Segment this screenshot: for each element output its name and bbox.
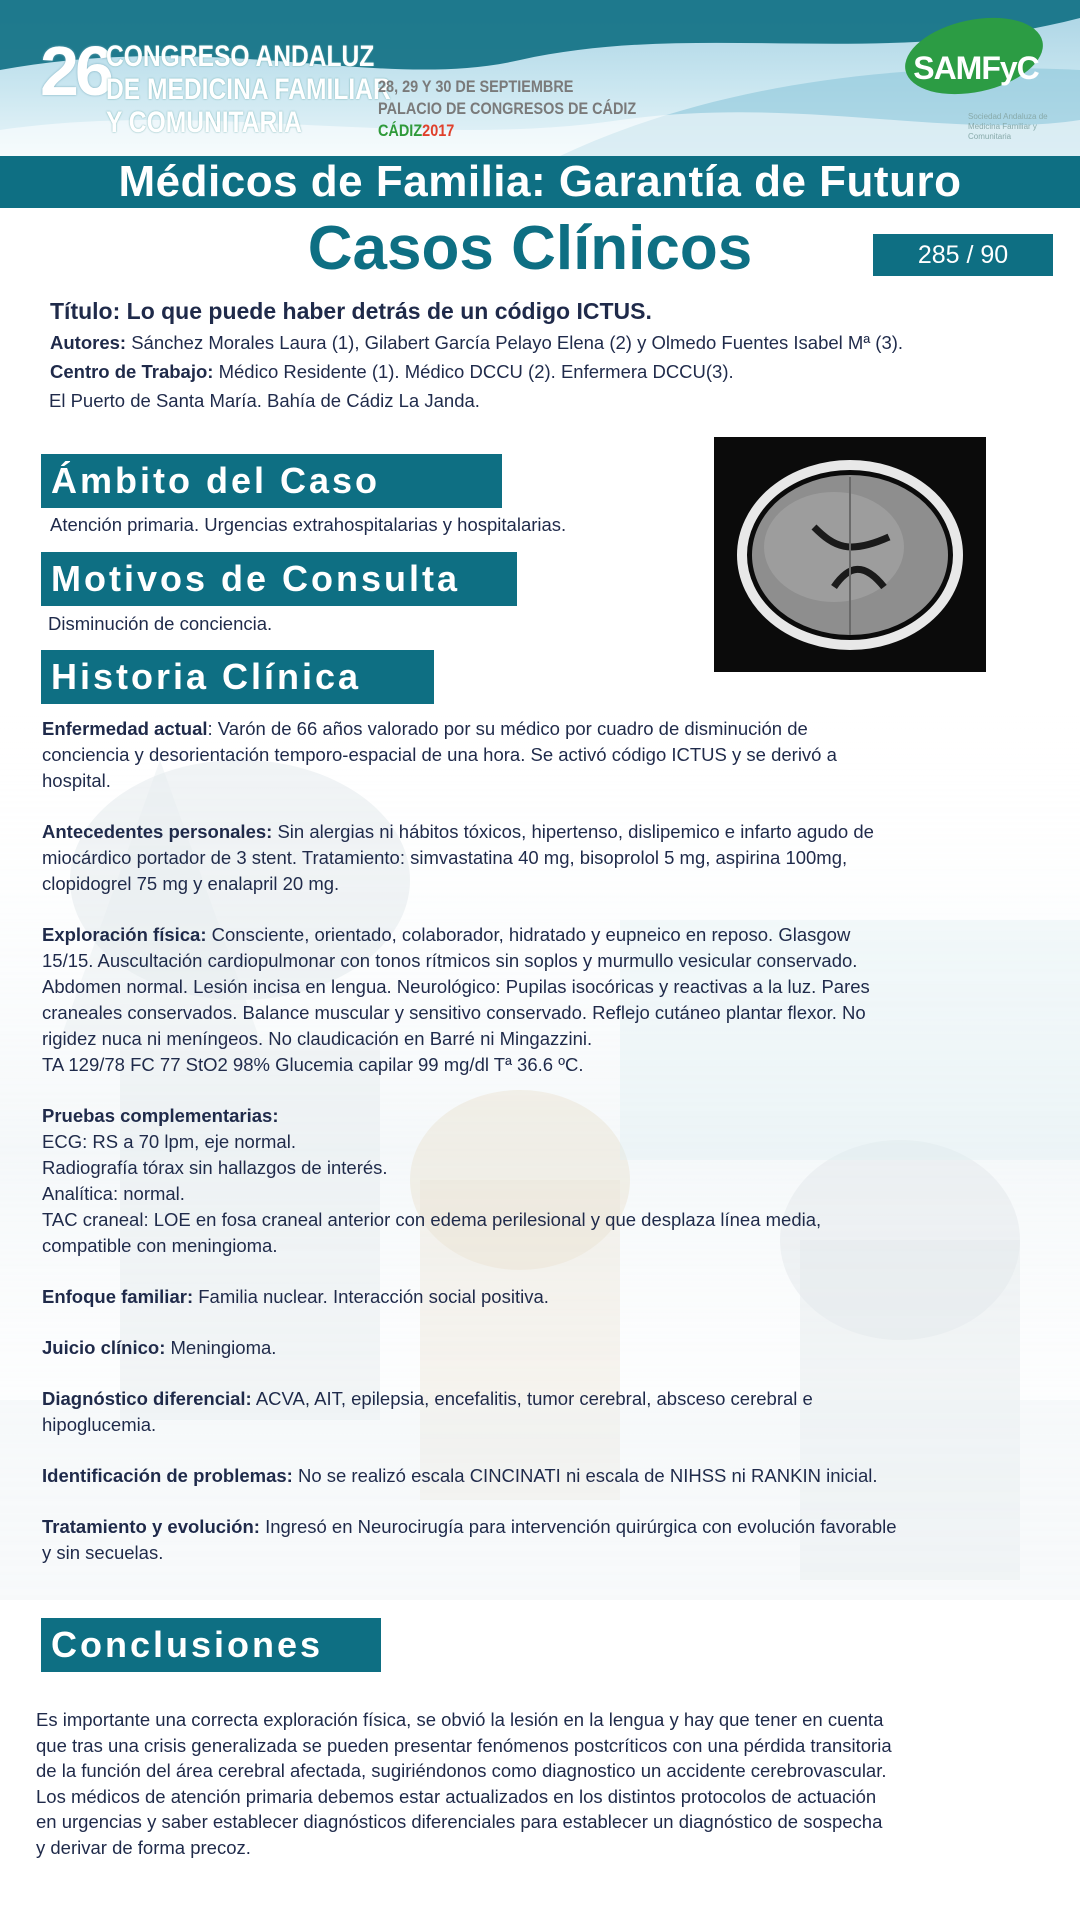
workplace-value: Médico Residente (1). Médico DCCU (2). Enfermera DCCU(3). [213, 361, 734, 382]
exploracion-label: Exploración física: [42, 924, 207, 945]
city-label: CÁDIZ [378, 121, 423, 140]
clinical-history [42, 716, 1042, 1591]
congress-line: DE MEDICINA FAMILIAR [106, 73, 391, 106]
diagnostico-label: Diagnóstico diferencial: [42, 1388, 252, 1409]
section-historia-header: Historia Clínica [41, 650, 434, 704]
conclusion-line: de la función del área cerebral afectada, sugiriéndonos como diagnostico un accidente cerebrovascular. [36, 1760, 887, 1781]
history-juicio [42, 1335, 1042, 1361]
vitals-line: TA 129/78 FC 77 StO2 98% Glucemia capilar 99 mg/dl Tª 36.6 ºC. [42, 1054, 584, 1075]
antecedentes-label: Antecedentes personales: [42, 821, 273, 842]
section-conclusiones-header: Conclusiones [41, 1618, 381, 1672]
header-banner [0, 0, 1080, 156]
history-line: compatible con meningioma. [42, 1235, 278, 1256]
congress-line: CONGRESO ANDALUZ [106, 40, 375, 73]
slogan-bar: Médicos de Familia: Garantía de Futuro [0, 156, 1080, 208]
history-tratamiento [42, 1514, 1042, 1566]
conclusion-line: en urgencias y saber establecer diagnósticos diferenciales para establecer un diagnóstico de sospecha [36, 1811, 883, 1832]
history-line: conciencia y desorientación temporo-espacial de una hora. Se activó código ICTUS y se derivó a [42, 744, 837, 765]
history-enfermedad [42, 716, 1042, 794]
tratamiento-label: Tratamiento y evolución: [42, 1516, 260, 1537]
conclusion-text [36, 1707, 1046, 1860]
history-line [42, 1284, 1042, 1310]
history-exploracion [42, 922, 1042, 1078]
congress-dates [378, 76, 636, 142]
history-line [42, 1463, 1042, 1489]
identificacion-text: No se realizó escala CINCINATI ni escala de NIHSS ni RANKIN inicial. [292, 1465, 878, 1486]
section-ambito-header: Ámbito del Caso [41, 454, 502, 508]
juicio-text: Meningioma. [165, 1337, 277, 1358]
history-line [42, 922, 1042, 948]
history-line [42, 819, 1042, 845]
history-line: y sin secuelas. [42, 1542, 164, 1563]
diagnostico-text: ACVA, AIT, epilepsia, encefalitis, tumor cerebral, absceso cerebral e [251, 1388, 813, 1409]
enfoque-label: Enfoque familiar: [42, 1286, 194, 1307]
pruebas-label: Pruebas complementarias: [42, 1105, 279, 1126]
authors-value: Sánchez Morales Laura (1), Gilabert García Pelayo Elena (2) y Olmedo Fuentes Isabel Mª (3). [126, 332, 904, 353]
workplace [50, 357, 1060, 386]
congress-name [106, 40, 391, 139]
ct-brain-scan-image [714, 437, 986, 672]
ambito-text: Atención primaria. Urgencias extrahospitalarias y hospitalarias. [50, 514, 567, 535]
enfoque-text: Familia nuclear. Interacción social positiva. [193, 1286, 549, 1307]
motivos-text: Disminución de conciencia. [48, 613, 273, 634]
history-line: craneales conservados. Balance muscular y sensitivo conservado. Reflejo cutáneo plantar flexor. No [42, 1002, 866, 1023]
history-line: TAC craneal: LOE en fosa craneal anterior con edema perilesional y que desplaza línea media, [42, 1209, 822, 1230]
case-counter-badge: 285 / 90 [873, 234, 1053, 276]
edition-number: 26 [40, 32, 110, 110]
history-pruebas [42, 1103, 1042, 1259]
section-motivos-header: Motivos de Consulta [41, 552, 517, 606]
history-identificacion [42, 1463, 1042, 1489]
identificacion-label: Identificación de problemas: [42, 1465, 293, 1486]
dates-line: 28, 29 Y 30 DE SEPTIEMBRE [378, 77, 574, 96]
history-line [42, 1103, 1042, 1129]
history-diagnostico [42, 1386, 1042, 1438]
title-value: : Lo que puede haber detrás de un código ICTUS. [112, 298, 652, 324]
enfermedad-text: : Varón de 66 años valorado por su médico por cuadro de disminución de [207, 718, 808, 739]
history-line [42, 1335, 1042, 1361]
case-meta [50, 294, 1060, 415]
history-line: miocárdico portador de 3 stent. Tratamiento: simvastatina 40 mg, bisoprolol 5 mg, aspirina 100mg, [42, 847, 848, 868]
history-line: Abdomen normal. Lesión incisa en lengua. Neurológico: Pupilas isocóricas y reactivas a la luz. Pares [42, 976, 870, 997]
history-line: 15/15. Auscultación cardiopulmonar con tonos rítmicos sin soplos y murmullo vesicular conservado. [42, 950, 858, 971]
authors [50, 328, 1060, 357]
antecedentes-text: Sin alergias ni hábitos tóxicos, hipertenso, dislipemico e infarto agudo de [272, 821, 874, 842]
history-line: hipoglucemia. [42, 1414, 157, 1435]
history-line [42, 716, 1042, 742]
history-line [42, 1514, 1042, 1540]
history-line: ECG: RS a 70 lpm, eje normal. [42, 1131, 296, 1152]
enfermedad-label: Enfermedad actual [42, 718, 208, 739]
city-year-line [378, 120, 636, 142]
history-antecedentes [42, 819, 1042, 897]
page-title: Casos Clínicos [307, 214, 753, 283]
venue-line: PALACIO DE CONGRESOS DE CÁDIZ [378, 99, 637, 118]
year-label: 2017 [422, 121, 455, 140]
title-label: Título [50, 298, 113, 324]
history-line [42, 1386, 1042, 1412]
conclusion-line: y derivar de forma precoz. [36, 1836, 251, 1858]
conclusion-line: que tras una crisis generalizada se pueden presentar fenómenos postcríticos con una pérdida transitoria [36, 1734, 892, 1756]
history-line: rigidez nuca ni meníngeos. No claudicación en Barré ni Mingazzini. [42, 1028, 593, 1049]
congress-line: Y COMUNITARIA [106, 106, 302, 139]
juicio-label: Juicio clínico: [42, 1337, 166, 1358]
history-line: hospital. [42, 770, 111, 791]
exploracion-text: Consciente, orientado, colaborador, hidratado y eupneico en reposo. Glasgow [206, 924, 851, 945]
history-line: clopidogrel 75 mg y enalapril 20 mg. [42, 873, 340, 894]
workplace-label: Centro de Trabajo: [50, 361, 214, 382]
tratamiento-text: Ingresó en Neurocirugía para intervención quirúrgica con evolución favorable [259, 1516, 897, 1537]
samfyc-logo-subtitle: Sociedad Andaluza de Medicina Familiar y Comunitaria [968, 112, 1048, 141]
history-line: Analítica: normal. [42, 1183, 185, 1204]
ct-brain-scan-icon [714, 437, 986, 672]
samfyc-logo: SAMFyC [913, 50, 1039, 86]
conclusion-line: Es importante una correcta exploración física, se obvió la lesión en la lengua y hay que tener en cuenta [36, 1709, 884, 1730]
authors-label: Autores: [50, 332, 127, 353]
history-line: Radiografía tórax sin hallazgos de interés. [42, 1157, 388, 1178]
workplace-location: El Puerto de Santa María. Bahía de Cádiz La Janda. [49, 390, 480, 411]
conclusion-line: Los médicos de atención primaria debemos estar actualizados en los distintos protocolos de actuación [36, 1785, 877, 1807]
history-enfoque [42, 1284, 1042, 1310]
case-title [50, 294, 1060, 328]
